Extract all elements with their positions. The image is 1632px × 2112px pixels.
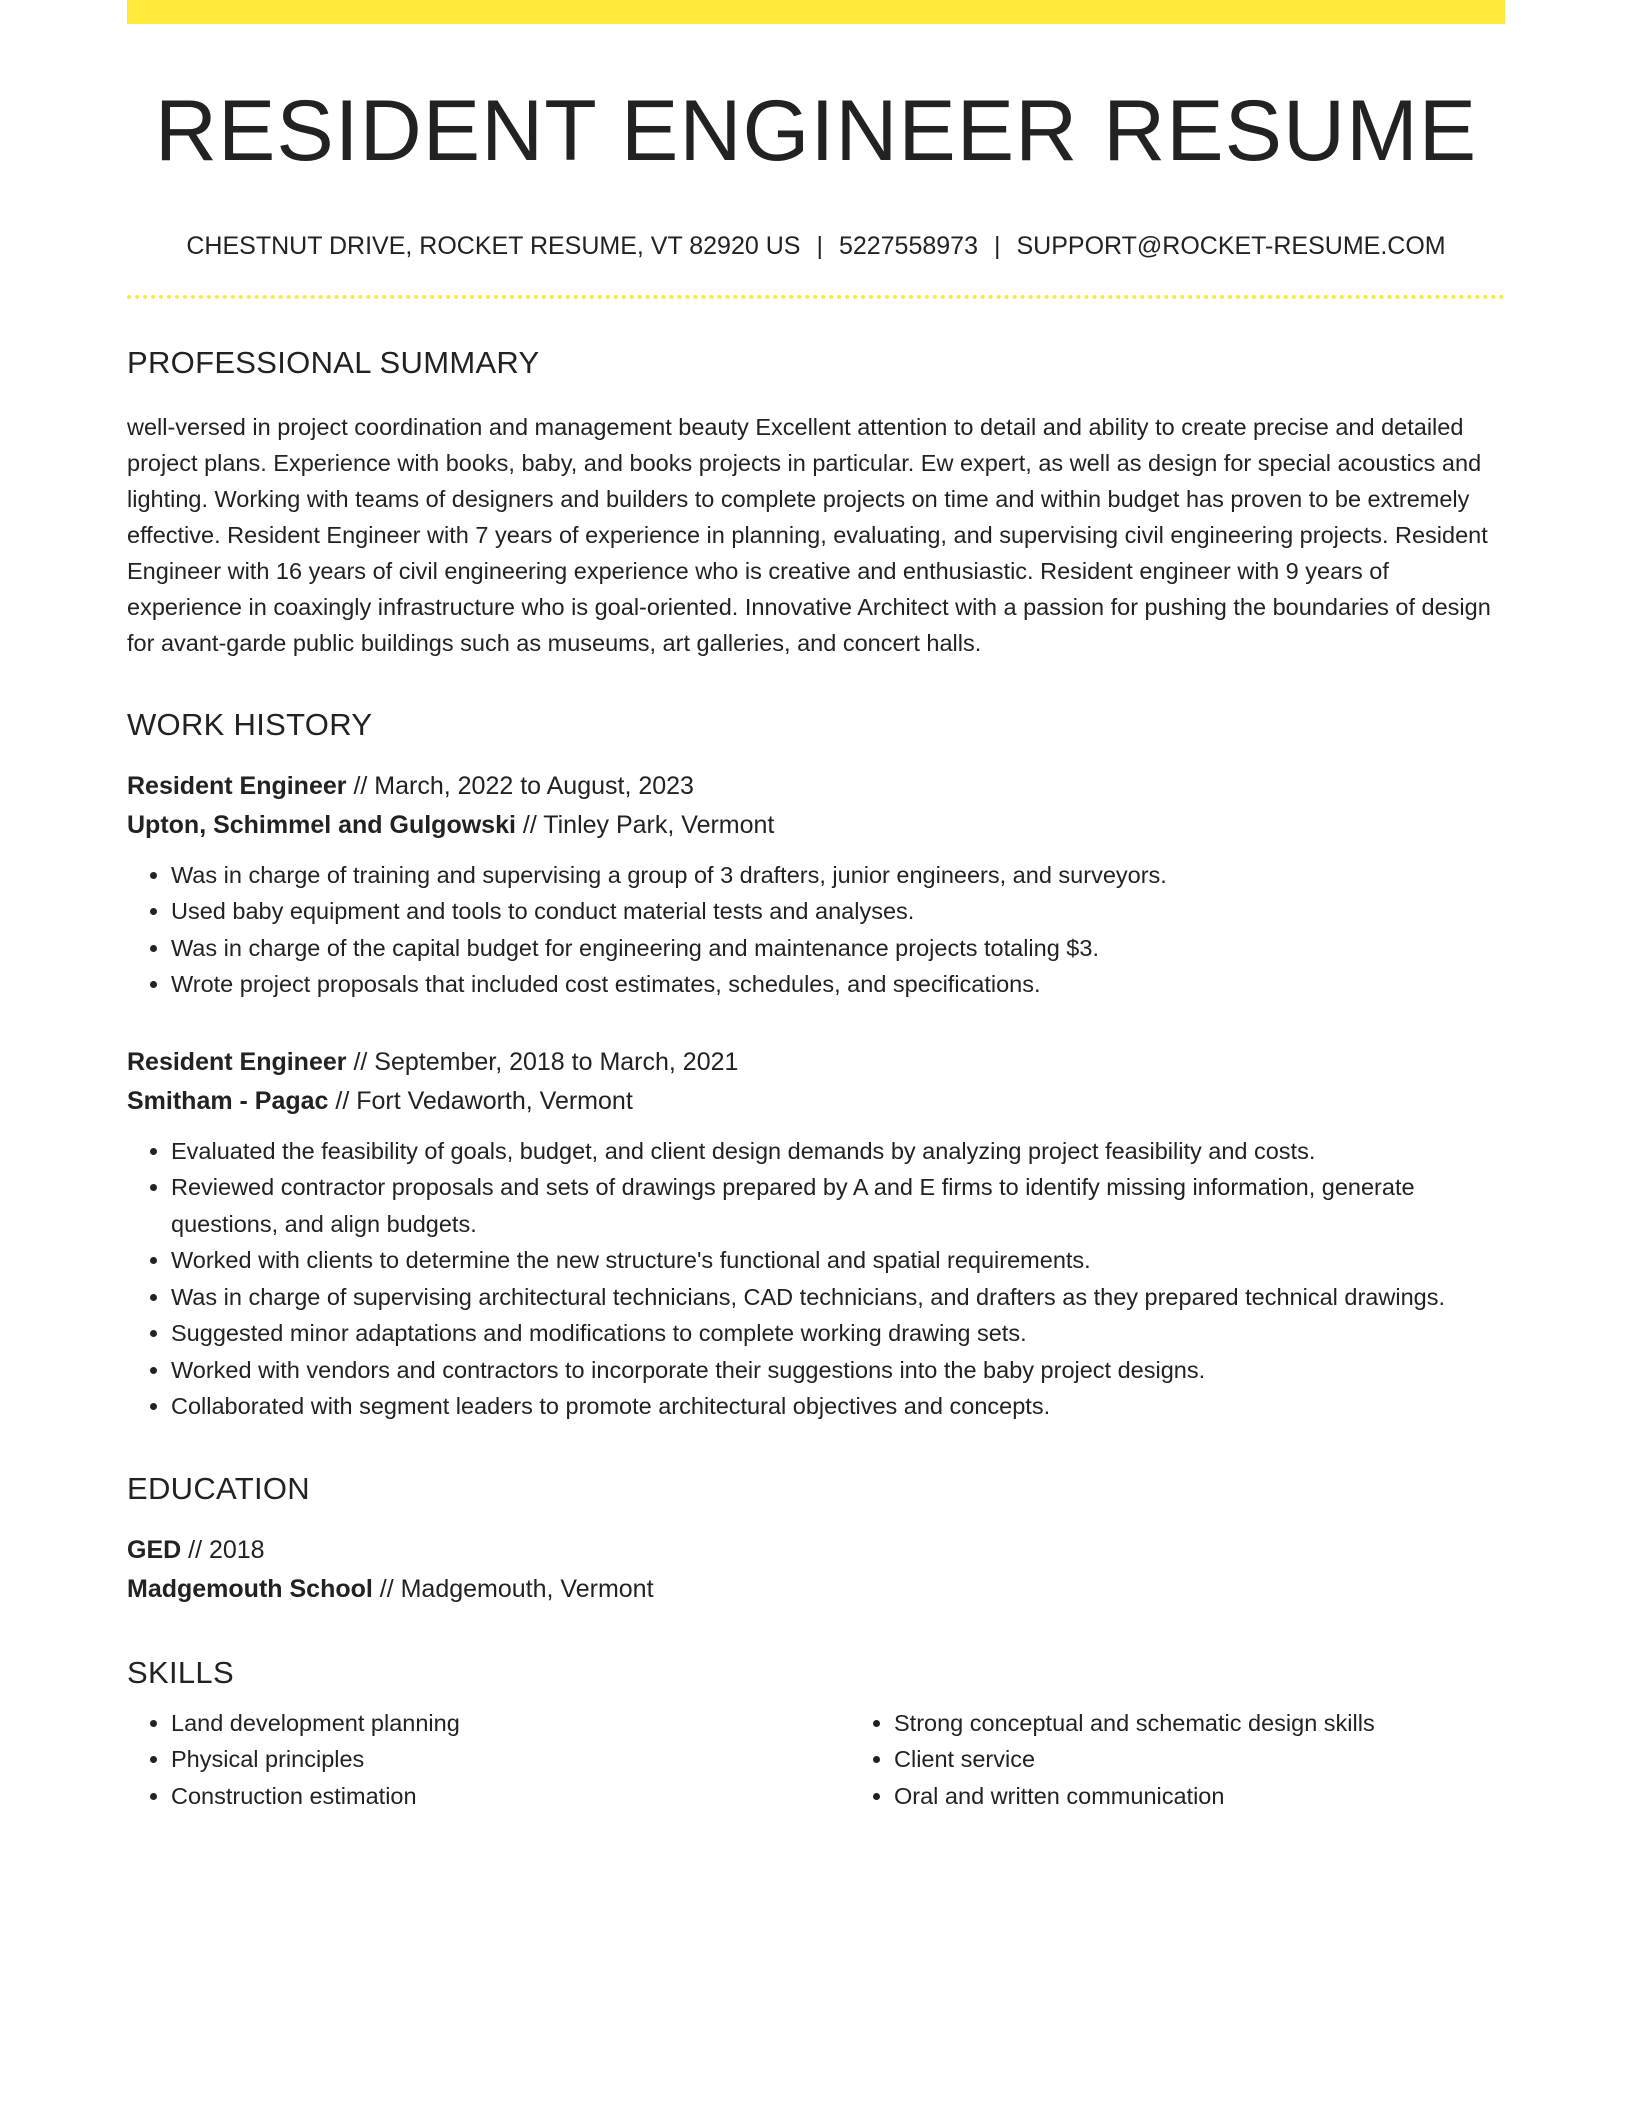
skills-list [127, 1705, 1505, 1815]
job-title: Resident Engineer [127, 771, 347, 800]
education-school: Madgemouth School [127, 1574, 373, 1603]
job-bullet: • Collaborated with segment leaders to promote architectural objectives and concepts. [171, 1388, 1505, 1425]
skills-column-left [127, 1705, 850, 1815]
job-dates: // March, 2022 to August, 2023 [346, 771, 694, 800]
job-bullets [127, 1133, 1505, 1425]
job-bullet: • Worked with vendors and contractors to incorporate their suggestions into the baby project designs. [171, 1352, 1505, 1389]
education-school-line [127, 1570, 1505, 1609]
job-bullet: • Was in charge of supervising architectural technicians, CAD technicians, and drafters as they prepared technical drawings. [171, 1279, 1505, 1316]
job-bullets [127, 857, 1505, 1003]
contact-email: SUPPORT@ROCKET-RESUME.COM [1016, 231, 1446, 260]
job-company: Smitham - Pagac [127, 1086, 329, 1115]
skills-heading: SKILLS [127, 1654, 234, 1690]
contact-separator: | [993, 231, 1001, 260]
skills-column-right [850, 1705, 1573, 1815]
skill-item: • Strong conceptual and schematic design skills [894, 1705, 1573, 1742]
job-bullet: • Reviewed contractor proposals and sets of drawings prepared by A and E firms to identify missing information, generate questions, and align budgets. [171, 1169, 1505, 1242]
job-location: // Fort Vedaworth, Vermont [328, 1086, 633, 1115]
job-entry [127, 767, 1505, 1003]
job-bullet: • Suggested minor adaptations and modifications to complete working drawing sets. [171, 1315, 1505, 1352]
job-bullet: • Wrote project proposals that included cost estimates, schedules, and specifications. [171, 966, 1505, 1003]
resume-page [127, 0, 1505, 1814]
education-entry [127, 1531, 1505, 1609]
skill-item: • Construction estimation [171, 1778, 850, 1815]
job-bullet: • Was in charge of training and supervising a group of 3 drafters, junior engineers, and surveyors. [171, 857, 1505, 894]
job-company: Upton, Schimmel and Gulgowski [127, 810, 516, 839]
job-dates: // September, 2018 to March, 2021 [346, 1047, 739, 1076]
education-degree: GED [127, 1535, 182, 1564]
education-heading: EDUCATION [127, 1470, 310, 1506]
job-bullet: • Was in charge of the capital budget for engineering and maintenance projects totaling $3. [171, 930, 1505, 967]
contact-line [127, 231, 1505, 261]
education-degree-line [127, 1531, 1505, 1570]
job-entry [127, 1043, 1505, 1425]
resume-title: RESIDENT ENGINEER RESUME [154, 83, 1478, 179]
job-title-line [127, 1043, 1505, 1082]
job-company-line [127, 1082, 1505, 1121]
dotted-divider [127, 295, 1505, 299]
work-history-heading: WORK HISTORY [127, 706, 373, 742]
summary-heading: PROFESSIONAL SUMMARY [127, 344, 540, 380]
job-company-line [127, 806, 1505, 845]
job-bullet: • Used baby equipment and tools to conduct material tests and analyses. [171, 893, 1505, 930]
skill-item: • Physical principles [171, 1741, 850, 1778]
job-location: // Tinley Park, Vermont [515, 810, 775, 839]
job-bullet: • Evaluated the feasibility of goals, budget, and client design demands by analyzing project feasibility and costs. [171, 1133, 1505, 1170]
top-accent-bar [127, 0, 1505, 24]
education-location: // Madgemouth, Vermont [372, 1574, 654, 1603]
education-year: // 2018 [181, 1535, 265, 1564]
contact-phone: 5227558973 [838, 231, 978, 260]
job-title-line [127, 767, 1505, 806]
skill-item: • Oral and written communication [894, 1778, 1573, 1815]
job-title: Resident Engineer [127, 1047, 347, 1076]
job-bullet: • Worked with clients to determine the new structure's functional and spatial requirements. [171, 1242, 1505, 1279]
contact-address: CHESTNUT DRIVE, ROCKET RESUME, VT 82920 US [186, 231, 801, 260]
skill-item: • Client service [894, 1741, 1573, 1778]
skill-item: • Land development planning [171, 1705, 850, 1742]
summary-text: well-versed in project coordination and management beauty Excellent attention to detail and ability to create precise and detailed project plans. Experience with books, baby, and books projects in particular. Ew expert, as well as design for special acoustics and lighting. Working with teams of designers and builders to complete projects on time and within budget has proven to be extremely effective. Resident Engineer with 7 years of experience in planning, evaluating, and supervising civil engineering projects. Resident Engineer with 16 years of civil engineering experience who is creative and enthusiastic. Resident engineer with 9 years of experience in coaxingly infrastructure who is goal-oriented. Innovative Architect with a passion for pushing the boundaries of design for avant-garde public buildings such as museums, art galleries, and concert halls. [127, 413, 1491, 656]
contact-separator: | [816, 231, 823, 260]
